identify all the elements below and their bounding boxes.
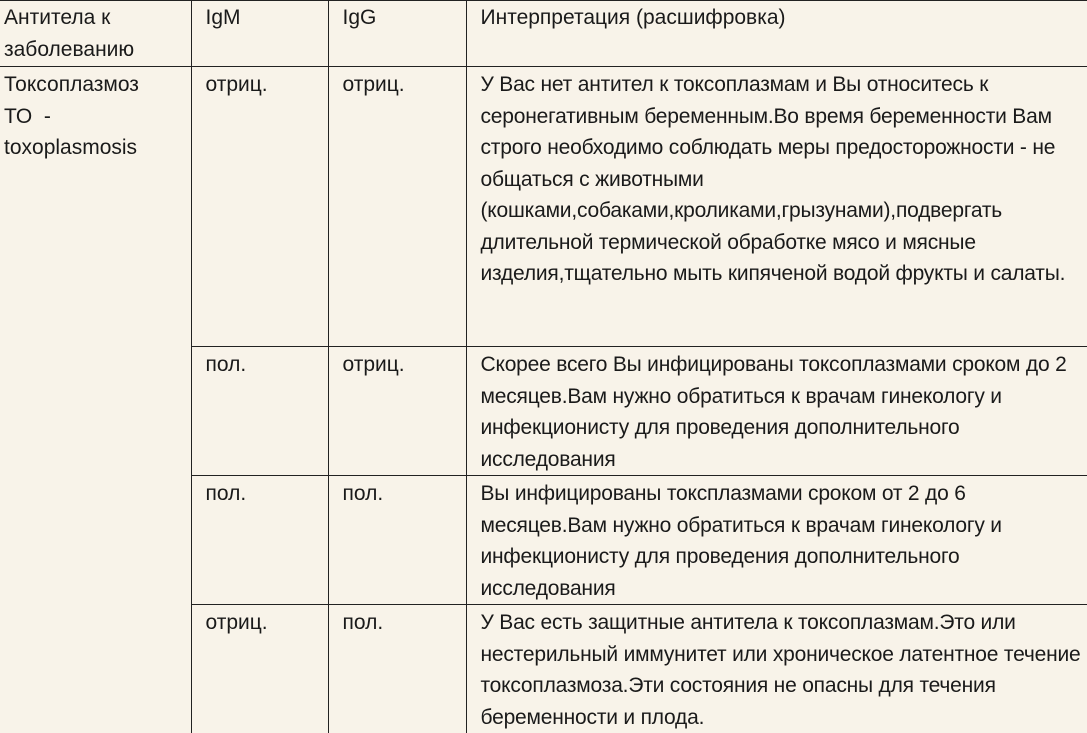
igm-value: пол. [191,476,328,605]
disease-name-cell [0,67,191,733]
header-igg: IgG [328,1,466,67]
disease-name-line3: toxoplasmosis [4,132,191,164]
igm-value: отриц. [191,605,328,733]
disease-name-line2: ТО - [4,101,191,133]
table-header-row [0,1,1087,67]
igg-value: пол. [328,476,466,605]
igm-value: пол. [191,347,328,476]
table-row [0,67,1087,347]
interpretation-text: Скорее всего Вы инфицированы токсоплазмами сроком до 2 месяцев.Вам нужно обратиться к врачам гинекологу и инфекционисту для проведения дополнительного исследования [466,347,1087,476]
igm-value: отриц. [191,67,328,347]
header-interpretation: Интерпретация (расшифровка) [466,1,1087,67]
header-igm: IgM [191,1,328,67]
interpretation-text: Вы инфицированы токсплазмами сроком от 2 до 6 месяцев.Вам нужно обратиться к врачам гинекологу и инфекционисту для проведения дополнительного исследования [466,476,1087,605]
interpretation-text: У Вас есть защитные антитела к токсоплазмам.Это или нестерильный иммунитет или хроническое латентное течение токсоплазмоза.Эти состояния не опасны для течения беременности и плода. [466,605,1087,733]
igg-value: отриц. [328,67,466,347]
header-antibody: Антитела к заболеванию [0,1,191,67]
igg-value: пол. [328,605,466,733]
disease-name-line1: Токсоплазмоз [4,69,191,101]
igg-value: отриц. [328,347,466,476]
interpretation-text: У Вас нет антител к токсоплазмам и Вы относитесь к серонегативным беременным.Во время беременности Вам строго необходимо соблюдать меры предосторожности - не общаться с животными (кошками,собаками,кроликами,грызунами),подвергать длительной термической обработке мясо и мясные изделия,тщательно мыть кипяченой водой фрукты и салаты. [466,67,1087,347]
